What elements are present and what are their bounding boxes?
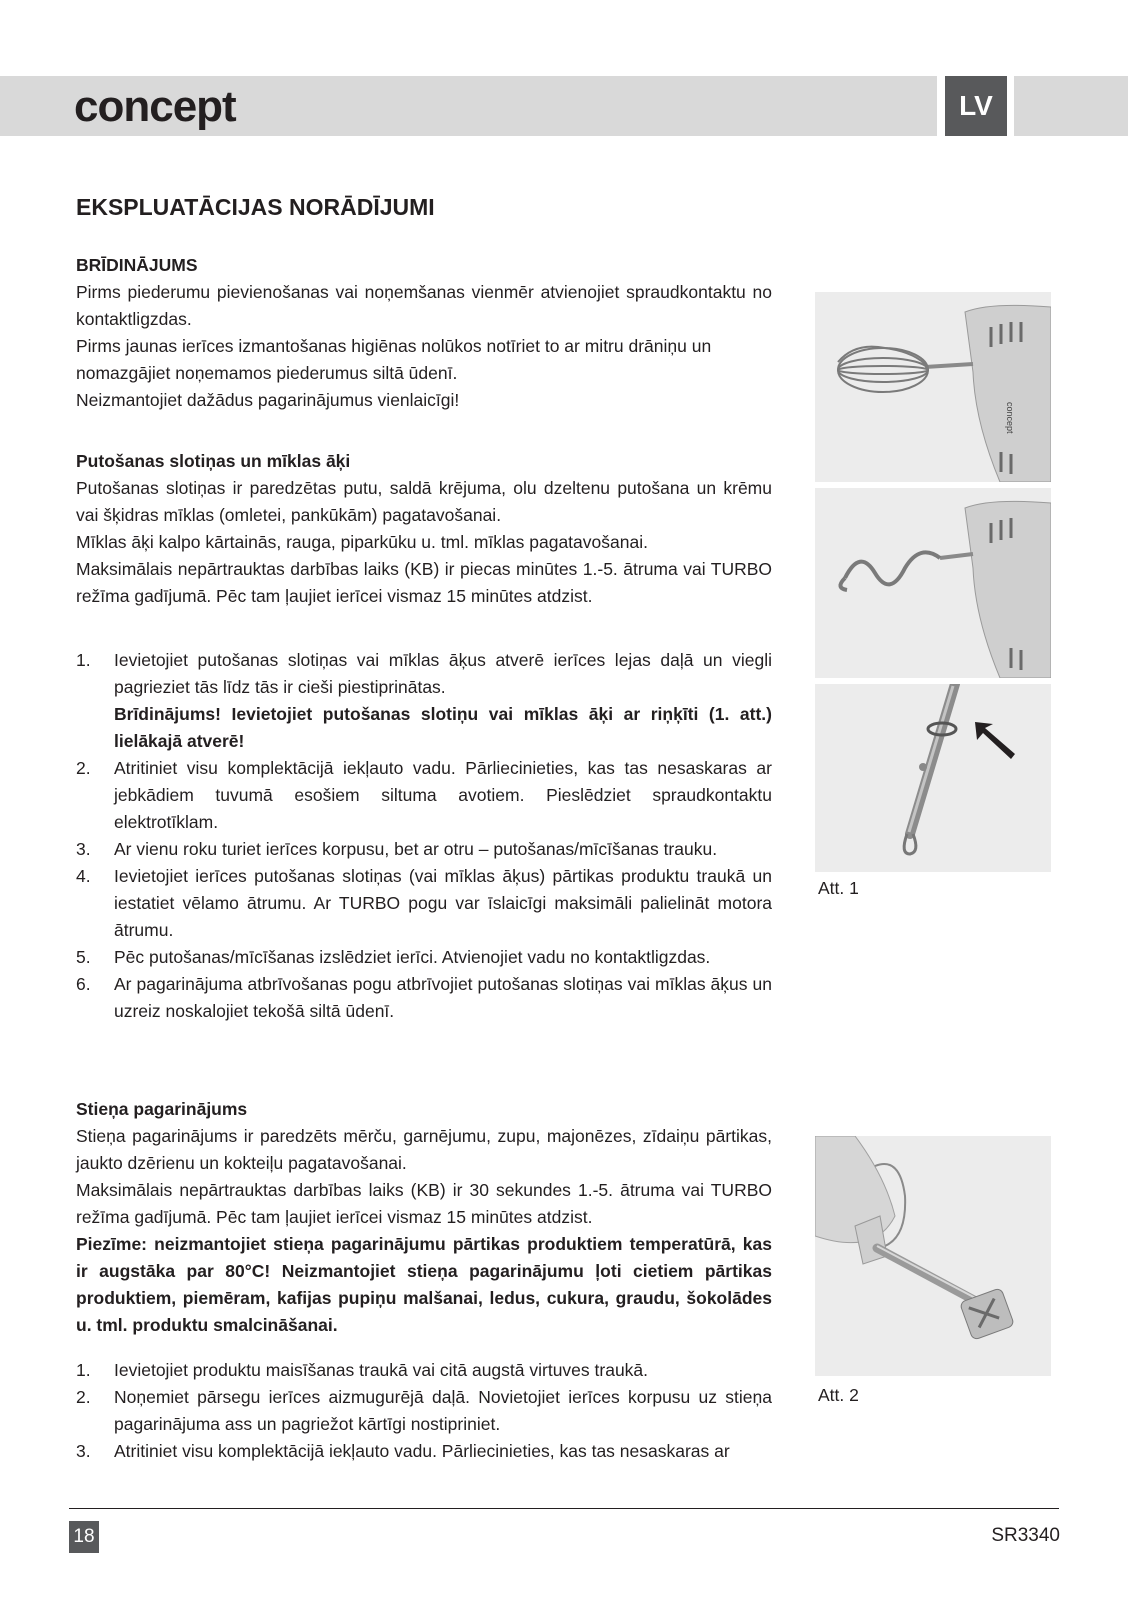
list-item (76, 971, 772, 1025)
section-stick (76, 1096, 772, 1339)
step-number: 2. (76, 758, 91, 778)
list-item (76, 836, 772, 863)
step-number: 3. (76, 1441, 91, 1461)
step-warning: Brīdinājums! Ievietojiet putošanas slotiņu vai mīklas āķi ar riņķīti (1. att.) lielākajā atverē! (114, 704, 772, 751)
figure-whisks (815, 292, 1051, 482)
figure-dough-hooks (815, 488, 1051, 678)
brand-logo: concept (74, 82, 236, 131)
step-text: Ar vienu roku turiet ierīces korpusu, bet ar otru – putošanas/mīcīšanas trauku. (114, 839, 718, 859)
list-item (76, 863, 772, 944)
device-label: concept (1005, 402, 1015, 434)
step-text: Atritiniet visu komplektācijā iekļauto vadu. Pārliecinieties, kas tas nesaskaras ar (114, 1441, 730, 1461)
header-bar-right (1014, 76, 1128, 136)
step-text: Atritiniet visu komplektācijā iekļauto vadu. Pārliecinieties, kas tas nesaskaras ar jebkādiem tuvumā esošiem siltuma avotiem. Pieslēdziet spraudkontaktu elektrotīklam. (114, 758, 772, 832)
ring-attachment-illustration (815, 684, 1051, 872)
language-badge: LV (945, 76, 1007, 136)
stick-steps (76, 1357, 772, 1465)
pointer-arrow-icon (975, 722, 1015, 759)
step-text: Ievietojiet ierīces putošanas slotiņas (vai mīklas āķus) pārtikas produktu traukā un iestatiet vēlamo ātrumu. Ar TURBO pogu var īslaicīgi maksimāli palielināt motora ātrumu. (114, 866, 772, 940)
step-number: 4. (76, 866, 91, 886)
step-text: Ar pagarinājuma atbrīvošanas pogu atbrīvojiet putošanas slotiņas vai mīklas āķus un uzreiz noskalojiet tekošā siltā ūdenī. (114, 974, 772, 1021)
section-beaters (76, 448, 772, 610)
whisk-illustration (815, 292, 1051, 482)
beaters-paragraph: Maksimālais nepārtrauktas darbības laiks (KB) ir piecas minūtes 1.-5. ātruma vai TURBO režīma gadījumā. Pēc tam ļaujiet ierīcei vismaz 15 minūtes atdzist. (76, 559, 772, 606)
beaters-steps (76, 647, 772, 1025)
figure-caption: Att. 2 (818, 1385, 859, 1405)
beaters-heading: Putošanas slotiņas un mīklas āķi (76, 451, 351, 471)
figure-stick-blender (815, 1136, 1051, 1376)
step-text: Ievietojiet produktu maisīšanas traukā vai citā augstā virtuves traukā. (114, 1360, 649, 1380)
list-item (76, 647, 772, 755)
step-number: 1. (76, 1360, 91, 1380)
dough-hook-illustration (815, 488, 1051, 678)
beaters-paragraph: Mīklas āķi kalpo kārtainās, rauga, piparkūku u. tml. mīklas pagatavošanai. (76, 532, 648, 552)
list-item (76, 944, 772, 971)
page-title: EKSPLUATĀCIJAS NORĀDĪJUMI (76, 194, 435, 220)
step-text: Ievietojiet putošanas slotiņas vai mīklas āķus atverē ierīces lejas daļā un viegli pagrieziet tās līdz tās ir cieši piestiprinātas. (114, 650, 772, 697)
figure-caption: Att. 1 (818, 878, 859, 898)
warning-paragraph: Pirms piederumu pievienošanas vai noņemšanas vienmēr atvienojiet spraudkontaktu no kontaktligzdas. (76, 282, 772, 329)
stick-paragraph: Maksimālais nepārtrauktas darbības laiks (KB) ir 30 sekundes 1.-5. ātruma vai TURBO režīma gadījumā. Pēc tam ļaujiet ierīcei vismaz 15 minūtes atdzist. (76, 1180, 772, 1227)
warning-paragraph: Pirms jaunas ierīces izmantošanas higiēnas nolūkos notīriet to ar mitru drāniņu un nomazgājiet noņemamos piederumus siltā ūdenī. (76, 336, 712, 383)
page-number: 18 (69, 1521, 99, 1553)
step-text: Pēc putošanas/mīcīšanas izslēdziet ierīci. Atvienojiet vadu no kontaktligzdas. (114, 947, 711, 967)
step-number: 5. (76, 947, 91, 967)
step-text: Noņemiet pārsegu ierīces aizmugurējā daļā. Novietojiet ierīces korpusu uz stieņa pagarinājuma ass un pagriežot kārtīgi nostipriniet. (114, 1387, 772, 1434)
step-number: 3. (76, 839, 91, 859)
footer-divider (69, 1508, 1059, 1509)
list-item (76, 1384, 772, 1438)
warning-heading: BRĪDINĀJUMS (76, 255, 198, 275)
stick-paragraph: Stieņa pagarinājums ir paredzēts mērču, garnējumu, zupu, majonēzes, zīdaiņu pārtikas, jaukto dzērienu un kokteiļu pagatavošanai. (76, 1126, 772, 1173)
model-number: SR3340 (991, 1525, 1060, 1546)
stick-blender-illustration (815, 1136, 1051, 1376)
section-warning (76, 252, 772, 414)
stick-heading: Stieņa pagarinājums (76, 1099, 248, 1119)
step-number: 2. (76, 1387, 91, 1407)
list-item (76, 1357, 772, 1384)
list-item (76, 755, 772, 836)
list-item (76, 1438, 772, 1465)
warning-paragraph: Neizmantojiet dažādus pagarinājumus vienlaicīgi! (76, 390, 460, 410)
step-number: 1. (76, 650, 91, 670)
beaters-paragraph: Putošanas slotiņas ir paredzētas putu, saldā krējuma, olu dzeltenu putošana un krēmu vai šķidras mīklas (omletei, pankūkām) pagatavošanai. (76, 478, 772, 525)
step-number: 6. (76, 974, 91, 994)
figure-attachment-ring (815, 684, 1051, 872)
stick-note: Piezīme: neizmantojiet stieņa pagarinājumu pārtikas produktiem temperatūrā, kas ir augstāka par 80°C! Neizmantojiet stieņa pagarinājumu ļoti cietiem pārtikas produktiem, piemēram, kafijas pupiņu malšanai, ledus, cukura, graudu, šokolādes u. tml. produktu smalcināšanai. (76, 1234, 772, 1335)
